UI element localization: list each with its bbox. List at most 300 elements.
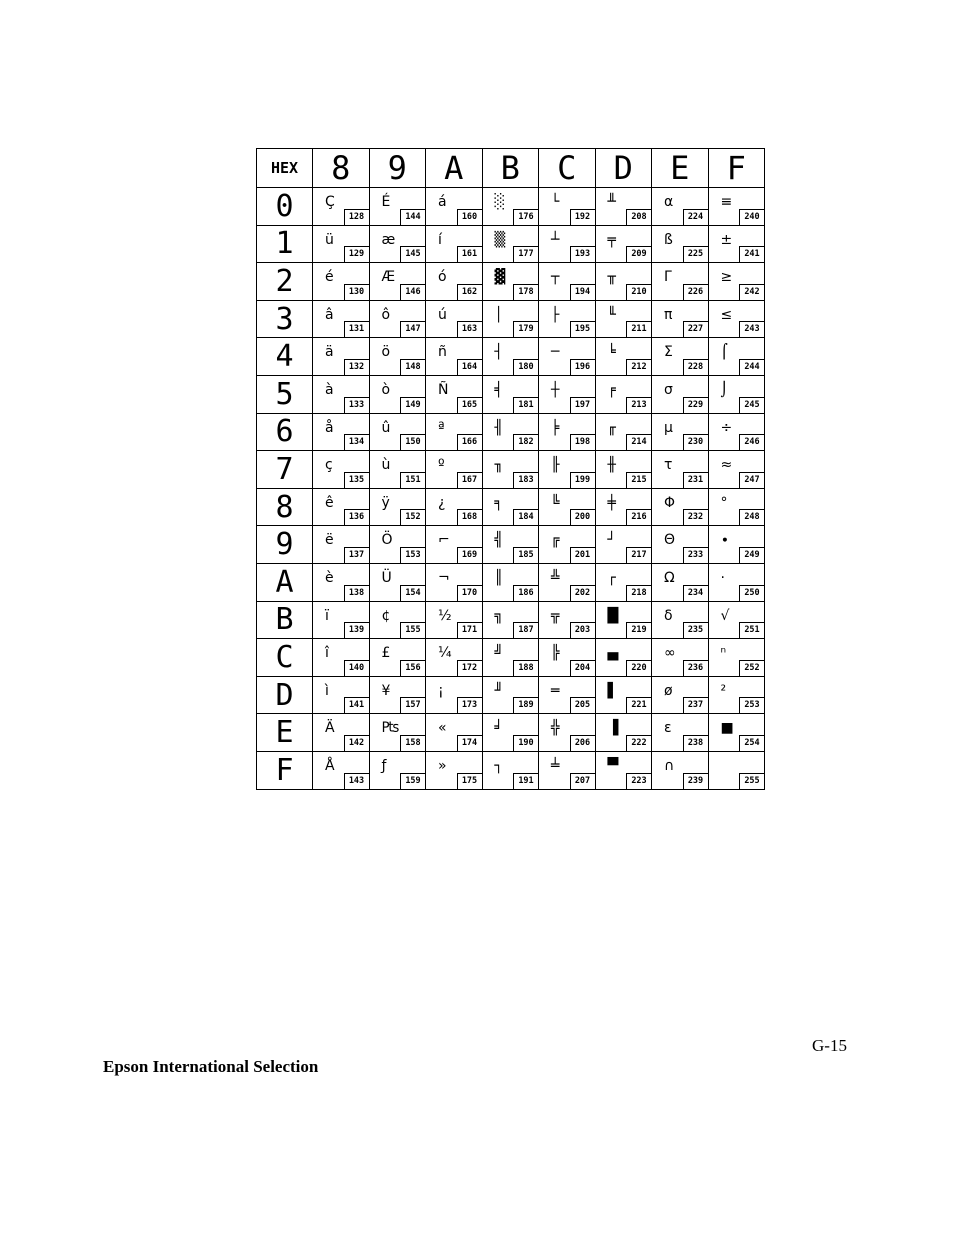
char-glyph: ä [325,344,334,361]
char-glyph: ≥ [720,269,733,286]
decimal-code: 166 [457,434,482,451]
char-cell [595,413,652,451]
char-cell [595,375,652,413]
char-glyph: ╝ [494,645,503,662]
decimal-code: 236 [683,660,708,677]
decimal-code: 186 [513,585,538,602]
char-cell [708,488,765,526]
char-glyph: ╥ [607,269,616,286]
char-glyph: ₧ [381,720,400,737]
decimal-code: 221 [626,697,651,714]
decimal-code: 208 [626,209,651,226]
char-glyph: ß [664,231,673,248]
char-cell [482,375,539,413]
decimal-code: 233 [683,547,708,564]
char-glyph: ╓ [607,419,616,436]
char-cell [708,676,765,714]
char-cell [369,263,426,301]
char-cell [595,714,652,752]
char-cell [539,225,596,263]
decimal-code: 182 [513,434,538,451]
decimal-code: 242 [739,284,764,301]
char-glyph: √ [720,607,730,624]
char-glyph: ╨ [607,194,616,210]
decimal-code: 220 [626,660,651,677]
char-cell [482,601,539,639]
decimal-code: 156 [400,660,425,677]
char-cell [369,188,426,226]
char-glyph: à [325,381,334,398]
char-glyph: ⁿ [720,645,727,662]
decimal-code: 229 [683,397,708,414]
char-glyph: ╫ [607,457,616,474]
decimal-code: 157 [400,697,425,714]
decimal-code: 189 [513,697,538,714]
char-glyph: ÷ [720,419,733,436]
char-glyph: τ [664,457,673,474]
decimal-code: 143 [344,773,369,790]
char-glyph: ╕ [494,494,503,511]
char-glyph: ╡ [494,381,503,398]
char-glyph: ì [325,682,329,699]
char-glyph: ▌ [607,682,619,699]
decimal-code: 173 [457,697,482,714]
char-cell [652,263,709,301]
char-glyph: « [438,720,447,737]
char-cell [595,300,652,338]
decimal-code: 138 [344,585,369,602]
char-glyph: ú [438,306,447,323]
decimal-code: 130 [344,284,369,301]
char-glyph: ╤ [607,231,616,248]
row-header: A [257,563,313,601]
decimal-code: 151 [400,472,425,489]
char-glyph: ║ [494,569,503,586]
decimal-code: 225 [683,246,708,263]
char-cell [708,714,765,752]
char-glyph: ∙ [720,532,730,549]
decimal-code: 213 [626,397,651,414]
char-cell [369,676,426,714]
decimal-code: 167 [457,472,482,489]
char-cell [539,375,596,413]
char-cell [369,225,426,263]
char-glyph: ø [664,682,673,699]
char-cell [595,488,652,526]
column-header: D [595,149,652,188]
char-cell [426,526,483,564]
char-cell [426,601,483,639]
char-cell [652,413,709,451]
char-cell [426,300,483,338]
char-glyph: ╖ [494,457,503,474]
char-cell [595,225,652,263]
char-cell [369,714,426,752]
row-header: 6 [257,413,313,451]
char-cell [313,526,370,564]
decimal-code: 210 [626,284,651,301]
char-cell [539,338,596,376]
char-cell [482,714,539,752]
char-cell [426,225,483,263]
char-glyph: ╞ [551,419,560,436]
char-glyph: ¥ [381,682,391,699]
char-glyph: ± [720,231,733,248]
row-header: E [257,714,313,752]
decimal-code: 172 [457,660,482,677]
char-glyph: ░ [494,194,506,210]
decimal-code: 202 [570,585,595,602]
char-glyph: ╬ [551,720,560,737]
decimal-code: 162 [457,284,482,301]
decimal-code: 174 [457,735,482,752]
char-cell [482,451,539,489]
decimal-code: 209 [626,246,651,263]
char-cell [708,526,765,564]
char-glyph: Φ [664,494,676,511]
char-glyph: ▓ [494,269,506,286]
char-glyph: Γ [664,269,672,286]
hex-corner-label: HEX [257,149,313,188]
char-glyph: ≤ [720,306,733,323]
char-cell [595,451,652,489]
decimal-code: 248 [739,509,764,526]
row-header: 8 [257,488,313,526]
char-cell [652,188,709,226]
char-cell [708,375,765,413]
decimal-code: 161 [457,246,482,263]
char-glyph: æ [381,231,396,248]
table-row [257,526,765,564]
char-glyph: â [325,306,334,323]
char-glyph: á [438,194,447,210]
char-glyph: █ [607,607,619,624]
char-cell [426,451,483,489]
decimal-code: 201 [570,547,595,564]
decimal-code: 238 [683,735,708,752]
char-glyph: å [325,419,334,436]
decimal-code: 175 [457,773,482,790]
row-header: 3 [257,300,313,338]
char-cell [313,639,370,677]
decimal-code: 193 [570,246,595,263]
decimal-code: 165 [457,397,482,414]
char-glyph: ∞ [664,645,676,662]
decimal-code: 158 [400,735,425,752]
char-glyph: ½ [438,607,452,624]
decimal-code: 148 [400,359,425,376]
table-row [257,413,765,451]
char-glyph: ó [438,269,447,286]
char-cell [482,263,539,301]
decimal-code: 159 [400,773,425,790]
char-glyph: ¢ [381,607,391,624]
char-glyph: ▐ [607,720,619,737]
char-cell [369,639,426,677]
decimal-code: 190 [513,735,538,752]
char-glyph: ═ [551,682,560,699]
column-header: 9 [369,149,426,188]
decimal-code: 232 [683,509,708,526]
decimal-code: 235 [683,622,708,639]
decimal-code: 145 [400,246,425,263]
table-row [257,300,765,338]
char-cell [426,563,483,601]
char-cell [595,601,652,639]
char-cell [313,714,370,752]
char-glyph: ▒ [494,231,506,248]
char-cell [482,639,539,677]
char-glyph: é [325,269,334,286]
char-glyph: ∩ [664,757,675,774]
char-glyph: î [325,645,329,662]
decimal-code: 219 [626,622,651,639]
char-glyph: Æ [381,269,396,286]
char-cell [539,676,596,714]
table-row [257,225,765,263]
table-row [257,375,765,413]
char-cell [595,188,652,226]
char-cell [426,488,483,526]
decimal-code: 141 [344,697,369,714]
decimal-code: 194 [570,284,595,301]
decimal-code: 150 [400,434,425,451]
char-glyph: ╠ [551,645,560,662]
char-cell [652,300,709,338]
decimal-code: 195 [570,321,595,338]
char-glyph: α [664,194,674,210]
char-cell [313,300,370,338]
char-glyph: ╣ [494,532,503,549]
row-header: F [257,751,313,789]
decimal-code: 160 [457,209,482,226]
char-cell [313,751,370,789]
decimal-code: 222 [626,735,651,752]
decimal-code: 181 [513,397,538,414]
char-glyph: · [720,569,725,586]
decimal-code: 168 [457,509,482,526]
char-cell [708,188,765,226]
char-cell [708,338,765,376]
decimal-code: 188 [513,660,538,677]
char-cell [313,676,370,714]
char-cell [482,188,539,226]
row-header: 4 [257,338,313,376]
char-glyph: ° [720,494,728,511]
char-glyph: Ä [325,720,335,737]
char-cell [313,375,370,413]
char-cell [708,751,765,789]
decimal-code: 136 [344,509,369,526]
decimal-code: 137 [344,547,369,564]
char-cell [539,451,596,489]
row-header: 0 [257,188,313,226]
char-cell [482,488,539,526]
char-cell [369,375,426,413]
row-header: 5 [257,375,313,413]
char-cell [652,375,709,413]
decimal-code: 183 [513,472,538,489]
char-cell [652,338,709,376]
decimal-code: 218 [626,585,651,602]
decimal-code: 207 [570,773,595,790]
char-glyph: Ç [325,194,335,210]
decimal-code: 170 [457,585,482,602]
char-glyph: └ [551,194,560,210]
char-glyph: Ω [664,569,675,586]
char-cell [426,263,483,301]
column-header: C [539,149,596,188]
char-cell [369,451,426,489]
char-glyph: ê [325,494,334,511]
char-cell [708,451,765,489]
row-header: D [257,676,313,714]
character-set-table [256,148,765,790]
char-cell [313,338,370,376]
char-glyph: ò [381,381,391,398]
page-number: G-15 [812,1036,847,1055]
char-glyph: ü [325,231,334,248]
char-glyph: ⌐ [438,532,450,549]
char-cell [313,563,370,601]
decimal-code: 239 [683,773,708,790]
char-cell [313,263,370,301]
char-glyph: ¼ [438,645,452,662]
char-cell [652,714,709,752]
char-glyph: É [381,194,391,210]
decimal-code: 243 [739,321,764,338]
char-glyph: ñ [438,344,447,361]
char-glyph: ╟ [551,457,560,474]
char-cell [313,488,370,526]
char-cell [369,751,426,789]
char-cell [426,188,483,226]
decimal-code: 164 [457,359,482,376]
section-title: Epson International Selection [103,1057,319,1076]
char-cell [426,338,483,376]
decimal-code: 228 [683,359,708,376]
char-cell [595,526,652,564]
table-row [257,263,765,301]
decimal-code: 253 [739,697,764,714]
char-cell [595,751,652,789]
decimal-code: 249 [739,547,764,564]
row-header: 1 [257,225,313,263]
decimal-code: 254 [739,735,764,752]
table-body [257,188,765,790]
char-glyph: ╢ [494,419,503,436]
decimal-code: 255 [739,773,764,790]
char-glyph: ≈ [720,457,733,474]
decimal-code: 234 [683,585,708,602]
char-glyph: Ü [381,569,392,586]
decimal-code: 192 [570,209,595,226]
decimal-code: 153 [400,547,425,564]
char-cell [369,338,426,376]
char-cell [539,751,596,789]
char-glyph: ù [381,457,391,474]
decimal-code: 146 [400,284,425,301]
char-glyph: ε [664,720,672,737]
char-cell [369,526,426,564]
decimal-code: 198 [570,434,595,451]
char-glyph: ▀ [607,757,619,774]
char-cell [482,225,539,263]
char-glyph: ô [381,306,391,323]
char-cell [652,639,709,677]
char-cell [539,300,596,338]
char-cell [652,751,709,789]
char-cell [652,488,709,526]
char-glyph: ┤ [494,344,503,361]
char-glyph: ╧ [551,757,560,774]
char-glyph: ─ [551,344,560,361]
char-glyph: ╗ [494,607,503,624]
char-glyph: ┬ [551,269,560,286]
header-row [257,149,765,188]
char-glyph: σ [664,381,673,398]
decimal-code: 200 [570,509,595,526]
char-glyph: ¿ [438,494,446,511]
decimal-code: 184 [513,509,538,526]
char-glyph: è [325,569,334,586]
char-glyph: Ñ [438,381,449,398]
decimal-code: 216 [626,509,651,526]
decimal-code: 128 [344,209,369,226]
table-row [257,751,765,789]
char-glyph: ¬ [438,569,450,586]
decimal-code: 196 [570,359,595,376]
char-cell [539,413,596,451]
char-cell [652,225,709,263]
char-glyph: ╚ [551,494,560,511]
char-cell [482,413,539,451]
char-cell [708,263,765,301]
char-glyph: ┌ [607,569,616,586]
decimal-code: 250 [739,585,764,602]
decimal-code: 149 [400,397,425,414]
char-glyph: ╘ [607,344,616,361]
char-glyph: ╦ [551,607,560,624]
char-cell [426,639,483,677]
decimal-code: 197 [570,397,595,414]
decimal-code: 179 [513,321,538,338]
char-cell [539,601,596,639]
char-glyph: º [438,457,445,474]
char-glyph: µ [664,419,673,436]
char-cell [482,751,539,789]
char-glyph: Ö [381,532,393,549]
char-glyph: ╛ [494,720,503,737]
char-glyph: ÿ [381,494,390,511]
char-glyph: ï [325,607,329,624]
decimal-code: 252 [739,660,764,677]
char-cell [313,188,370,226]
char-glyph: ⌠ [720,344,728,361]
decimal-code: 142 [344,735,369,752]
table-row [257,676,765,714]
char-cell [595,676,652,714]
decimal-code: 231 [683,472,708,489]
decimal-code: 180 [513,359,538,376]
column-header: F [708,149,765,188]
decimal-code: 211 [626,321,651,338]
column-header: E [652,149,709,188]
char-glyph: ╔ [551,532,560,549]
decimal-code: 140 [344,660,369,677]
char-cell [482,526,539,564]
char-glyph: ¡ [438,682,444,699]
